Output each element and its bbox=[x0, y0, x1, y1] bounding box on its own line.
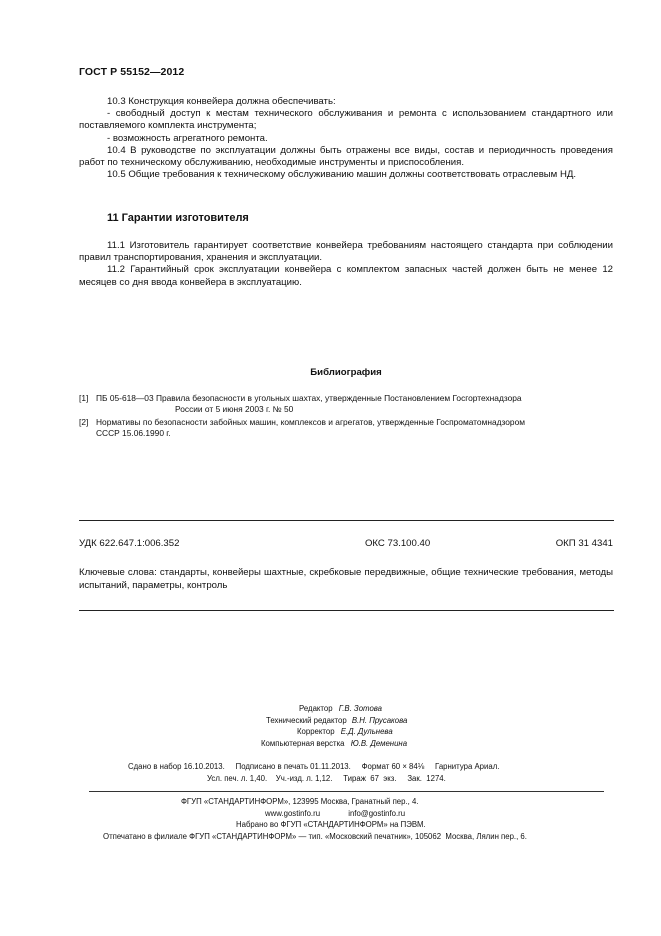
paragraph-10-5: 10.5 Общие требования к техническому обслуживанию машин должны соответствовать отраслевым НД. bbox=[107, 169, 577, 181]
divider-bottom bbox=[79, 610, 614, 611]
paragraph-10-3: 10.3 Конструкция конвейера должна обеспечивать: bbox=[107, 96, 336, 107]
section-11-text bbox=[79, 240, 613, 289]
section-11-title: 11 Гарантии изготовителя bbox=[107, 212, 249, 224]
udk-code: УДК 622.647.1:006.352 bbox=[79, 538, 180, 549]
credit-tech-editor bbox=[266, 715, 407, 726]
credit-tech-editor-label: Технический редактор bbox=[266, 715, 347, 725]
keywords: Ключевые слова: стандарты, конвейеры шахтные, скребковые передвижные, общие технические требования, методы испытаний, параметры, контроль bbox=[79, 567, 613, 591]
oks-code: ОКС 73.100.40 bbox=[364, 538, 431, 549]
credit-tech-editor-name: В.Н. Прусакова bbox=[351, 715, 408, 725]
publisher-address: ФГУП «СТАНДАРТИНФОРМ», 123995 Москва, Гранатный пер., 4. bbox=[181, 797, 419, 806]
bibliography-item-continuation: СССР 15.06.1990 г. bbox=[96, 428, 171, 438]
paragraph-11-2: 11.2 Гарантийный срок эксплуатации конвейера с комплектом запасных частей должен быть не менее 12 месяцев со дня ввода конвейера в эксплуатацию. bbox=[79, 264, 613, 288]
typeset-note: Набрано во ФГУП «СТАНДАРТИНФОРМ» на ПЭВМ. bbox=[236, 820, 426, 829]
publisher-email: info@gostinfo.ru bbox=[348, 808, 406, 818]
credit-layout bbox=[261, 738, 407, 749]
divider-imprint bbox=[89, 791, 604, 792]
bibliography-item-title: ПБ 05-618—03 Правила безопасности в угольных шахтах, утвержденные Постановлением Госгортехнадзора bbox=[96, 393, 522, 403]
section-10-text bbox=[79, 96, 613, 181]
bibliography-item-number: [2] bbox=[79, 417, 89, 427]
credit-corrector-name: Е.Д. Дульнева bbox=[340, 727, 393, 736]
printed-note: Отпечатано в филиале ФГУП «СТАНДАРТИНФОРМ» — тип. «Московский печатник», 105062 Москва, Лялин пер., 6. bbox=[103, 831, 527, 841]
paragraph-10-3-item-1: - свободный доступ к местам технического обслуживания и ремонта с использованием стандартного или поставляемого комплекта инструмента; bbox=[79, 108, 613, 132]
credit-layout-name: Ю.В. Деменина bbox=[350, 738, 408, 748]
credit-corrector bbox=[297, 726, 393, 737]
publisher-website: www.gostinfo.ru bbox=[265, 808, 321, 818]
credit-editor bbox=[299, 703, 382, 714]
print-details-line-2: Усл. печ. л. 1,40. Уч.-изд. л. 1,12. Тираж 67 экз. Зак. 1274. bbox=[207, 773, 446, 783]
bibliography-item-continuation: России от 5 июня 2003 г. № 50 bbox=[175, 404, 294, 414]
bibliography-item-2 bbox=[79, 417, 613, 439]
bibliography-item-text bbox=[96, 417, 613, 439]
bibliography-title: Библиография bbox=[310, 367, 382, 378]
divider-top bbox=[79, 520, 614, 521]
paragraph-10-4: 10.4 В руководстве по эксплуатации должны быть отражены все виды, состав и периодичность проведения работ по техническому обслуживанию, необходимые инструменты и приспособления. bbox=[79, 144, 613, 169]
bibliography-item-number: [1] bbox=[79, 393, 89, 403]
paragraph-11-1: 11.1 Изготовитель гарантирует соответствие конвейера требованиям настоящего стандарта при соблюдении правил транспортирования, хранения и эксплуатации. bbox=[79, 240, 613, 264]
publisher-contacts bbox=[265, 808, 405, 819]
bibliography-item-title: Нормативы по безопасности забойных машин, комплексов и агрегатов, утвержденные Госпроматомнадзором bbox=[96, 417, 525, 427]
paragraph-10-3-item-2: - возможность агрегатного ремонта. bbox=[107, 132, 268, 144]
credit-editor-name: Г.В. Зотова bbox=[338, 704, 383, 713]
credit-corrector-label: Корректор bbox=[297, 727, 335, 736]
okp-code: ОКП 31 4341 bbox=[555, 538, 613, 549]
bibliography-item-text bbox=[96, 393, 613, 415]
bibliography-item-1 bbox=[79, 393, 613, 415]
bibliography-list bbox=[79, 393, 613, 439]
classification-codes bbox=[79, 538, 613, 549]
page-header-standard: ГОСТ Р 55152—2012 bbox=[79, 66, 185, 78]
credit-layout-label: Компьютерная верстка bbox=[261, 738, 345, 748]
print-details-line-1: Сдано в набор 16.10.2013. Подписано в печать 01.11.2013. Формат 60 × 84⅛ Гарнитура Ариал. bbox=[128, 762, 500, 771]
credit-editor-label: Редактор bbox=[299, 704, 333, 713]
